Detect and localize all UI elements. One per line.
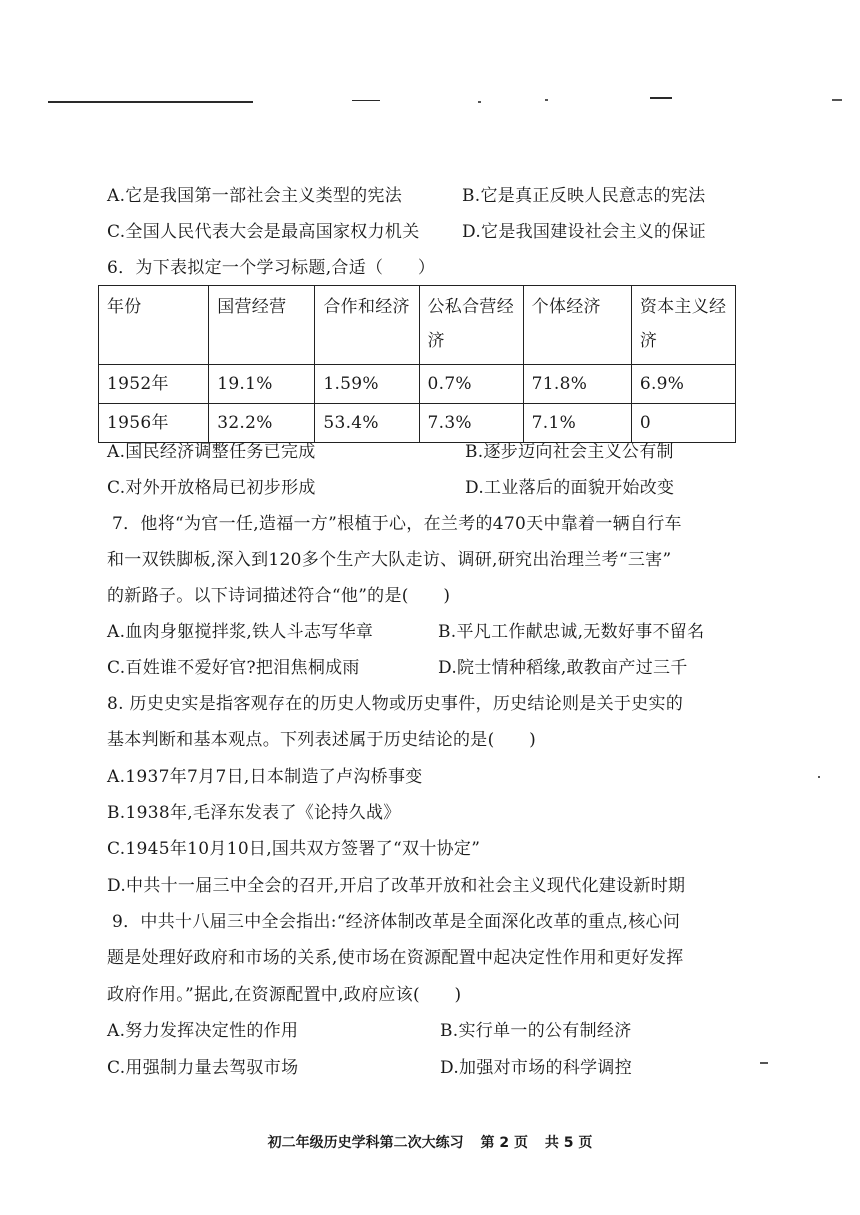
q9-stem-line1: 9．中共十八届三中全会指出:“经济体制改革是全面深化改革的重点,核心问	[112, 912, 681, 932]
table-row	[99, 365, 736, 404]
table-cell: 1952年	[99, 365, 209, 404]
q6-option-b: B.逐步迈向社会主义公有制	[465, 442, 674, 462]
q8-option-d: D.中共十一届三中全会的召开,开启了改革开放和社会主义现代化建设新时期	[107, 876, 686, 896]
table-header-row	[99, 286, 736, 365]
scan-speck	[478, 101, 481, 103]
q7-option-d: D.院士情种稻缘,敢教亩产过三千	[438, 658, 688, 678]
table-header-cell: 资本主义经济	[631, 286, 735, 365]
q7-option-c: C.百姓谁不爱好官?把泪焦桐成雨	[107, 658, 360, 678]
table-cell: 53.4%	[315, 404, 419, 443]
q6-option-c: C.对外开放格局已初步形成	[107, 478, 316, 498]
table-cell: 1.59%	[315, 365, 419, 404]
table-row	[99, 404, 736, 443]
q9-option-a: A.努力发挥决定性的作用	[107, 1021, 299, 1041]
table-cell: 32.2%	[209, 404, 315, 443]
table-header-cell: 国营经营	[209, 286, 315, 365]
q5-option-c: C.全国人民代表大会是最高国家权力机关	[107, 222, 420, 242]
q6-option-a: A.国民经济调整任务已完成	[107, 442, 316, 462]
table-cell: 1956年	[99, 404, 209, 443]
table-header-cell: 合作和经济	[315, 286, 419, 365]
footer-total-pages: 共 5 页	[544, 1135, 593, 1151]
scan-edge-line	[48, 101, 253, 103]
q8-stem-line2: 基本判断和基本观点。下列表述属于历史结论的是( )	[107, 730, 537, 750]
scan-speck	[832, 99, 842, 101]
q9-option-b: B.实行单一的公有制经济	[440, 1021, 632, 1041]
table-header-cell: 个体经济	[523, 286, 631, 365]
table-cell: 7.3%	[419, 404, 523, 443]
table-header-cell: 公私合营经济	[419, 286, 523, 365]
scan-speck	[818, 776, 820, 778]
scan-edge-line	[650, 97, 672, 99]
table-cell: 71.8%	[523, 365, 631, 404]
q8-option-a: A.1937年7月7日,日本制造了卢沟桥事变	[107, 767, 423, 787]
footer-page-number: 第 2 页	[480, 1135, 528, 1151]
economy-table	[98, 285, 736, 443]
table-cell: 0.7%	[419, 365, 523, 404]
scan-speck	[545, 99, 548, 101]
scan-edge-line	[352, 100, 380, 101]
q7-stem-line3: 的新路子。以下诗词描述符合“他”的是( )	[107, 586, 451, 606]
page-footer	[0, 1132, 860, 1152]
table-cell: 7.1%	[523, 404, 631, 443]
q7-option-a: A.血肉身躯搅拌浆,铁人斗志写华章	[107, 622, 374, 642]
q7-stem-line2: 和一双铁脚板,深入到120多个生产大队走访、调研,研究出治理兰考“三害”	[107, 550, 672, 570]
q9-stem-line3: 政府作用。”据此,在资源配置中,政府应该( )	[107, 985, 462, 1005]
q5-option-b: B.它是真正反映人民意志的宪法	[462, 186, 706, 206]
q7-option-b: B.平凡工作献忠诚,无数好事不留名	[438, 622, 705, 642]
q5-option-d: D.它是我国建设社会主义的保证	[462, 222, 706, 242]
q7-stem-line1: 7．他将“为官一任,造福一方”根植于心，在兰考的470天中靠着一辆自行车	[112, 514, 682, 534]
q9-stem-line2: 题是处理好政府和市场的关系,使市场在资源配置中起决定性作用和更好发挥	[107, 948, 684, 968]
q8-option-c: C.1945年10月10日,国共双方签署了“双十协定”	[107, 839, 481, 859]
q6-stem: 6．为下表拟定一个学习标题,合适（ ）	[107, 258, 436, 278]
scan-speck	[760, 1062, 768, 1064]
q8-option-b: B.1938年,毛泽东发表了《论持久战》	[107, 803, 401, 823]
q5-option-a: A.它是我国第一部社会主义类型的宪法	[107, 186, 403, 206]
table-header-cell: 年份	[99, 286, 209, 365]
q8-stem-line1: 8. 历史史实是指客观存在的历史人物或历史事件，历史结论则是关于史实的	[107, 694, 684, 714]
q6-option-d: D.工业落后的面貌开始改变	[465, 478, 675, 498]
table-cell: 6.9%	[631, 365, 735, 404]
table-cell: 19.1%	[209, 365, 315, 404]
q9-option-d: D.加强对市场的科学调控	[440, 1058, 633, 1078]
table-cell: 0	[631, 404, 735, 443]
footer-title: 初二年级历史学科第二次大练习	[267, 1135, 464, 1151]
q9-option-c: C.用强制力量去驾驭市场	[107, 1058, 299, 1078]
